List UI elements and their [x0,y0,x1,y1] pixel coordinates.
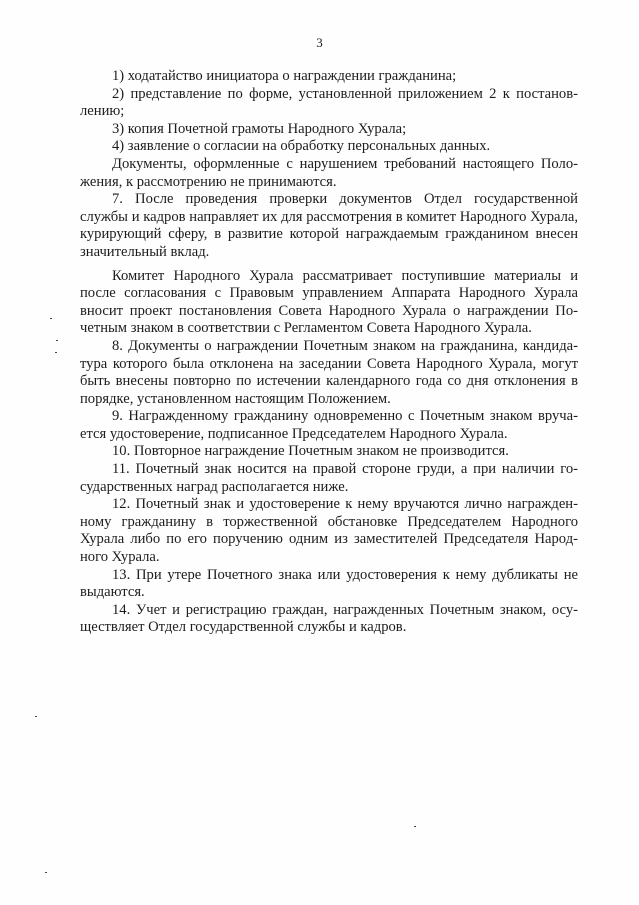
clause-10: 10. Повторное награждение Почетным знаком не производится. [112,443,509,460]
clause-12: 12. Почетный знак и удостоверение к нему вручаются лично награжденному гражданину в торжественной обстановке Председателем Народного Хурала либо по его поручению одним из заместителей Председателя Народного Хурала. [80,496,578,566]
clause-13: 13. При утере Почетного знака или удостоверения к нему дубликаты не выдаются. [80,566,578,601]
scan-speck [50,318,52,319]
paragraph-violations: Документы, оформленные с нарушением требований настоящего Положения, к рассмотрению не принимаются. [80,155,578,190]
scan-speck [45,872,47,873]
scan-speck [56,340,58,341]
list-item-certificate-copy: 3) копия Почетной грамоты Народного Хурала; [112,120,407,137]
clause-7-committee: Комитет Народного Хурала рассматривает поступившие материалы и после согласования с Правовым управлением Аппарата Народного Хурала вносит проект постановления Совета Народного Хурала о награждении Почетным знаком в соответствии с Регламентом Совета Народного Хурала. [80,267,578,337]
clause-8: 8. Документы о награждении Почетным знаком на гражданина, кандидатура которого была отклонена на заседании Совета Народного Хурала, могут быть внесены повторно по истечении календарного года со дня отклонения в порядке, установленном настоящим Положением. [80,337,578,407]
scan-speck [35,716,37,717]
list-item-consent: 4) заявление о согласии на обработку персональных данных. [112,138,491,155]
list-item-submission: 2) представление по форме, установленной приложением 2 к постановлению; [80,85,578,120]
scan-speck [55,352,57,353]
document-body [80,68,578,637]
clause-11: 11. Почетный знак носится на правой стороне груди, а при наличии государственных наград располагается ниже. [80,461,578,495]
clause-9: 9. Награжденному гражданину одновременно с Почетным знаком вручается удостоверение, подписанное Председателем Народного Хурала. [80,408,578,442]
scan-speck [414,826,416,827]
page-number: 3 [316,35,323,50]
clause-14: 14. Учет и регистрацию граждан, награжденных Почетным знаком, осуществляет Отдел государственной службы и кадров. [80,601,578,636]
list-item-petition: 1) ходатайство инициатора о награждении гражданина; [112,68,457,84]
clause-7: 7. После проведения проверки документов Отдел государственной службы и кадров направляет их для рассмотрения в комитет Народного Хурала, курирующий сферу, в развитие которой награждаемым гражданином внесен значительный вклад. [80,191,578,260]
